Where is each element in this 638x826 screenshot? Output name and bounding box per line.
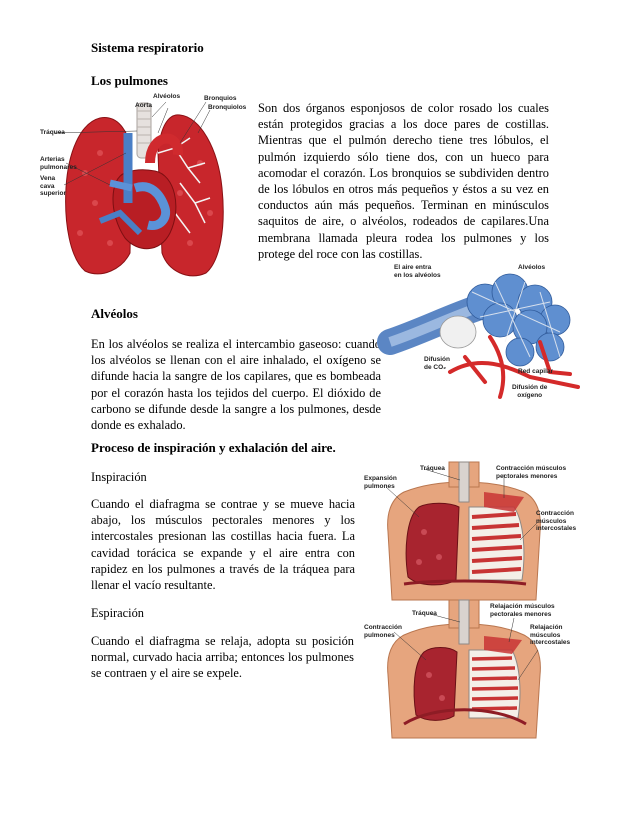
- espiracion-paragraph: Cuando el diafragma se relaja, adopta su posición normal, curvado hacia arriba; entonces los pulmones se contraen y el aire se expele.: [91, 634, 354, 681]
- section-heading-pulmones: Los pulmones: [91, 73, 168, 88]
- label-bronquiolos: Bronquiolos: [208, 104, 247, 111]
- label-contraccion-pulmones: Contracción pulmones: [364, 624, 402, 639]
- lungs-drawing: [40, 93, 248, 283]
- label-difusion-oxigeno: Difusión de oxígeno: [512, 384, 548, 399]
- label-vena-cava: Vena cava superior: [40, 175, 67, 197]
- inspiracion-paragraph: Cuando el diafragma se contrae y se mueve hacia abajo, los músculos pectorales menores y los intercostales presionan las costillas hacia fuera. La cavidad torácica se expande y el aire entra con rapidez en los pulmones a través de la tráquea para llenar el vacío resultante.: [91, 497, 355, 593]
- label-aorta: Aorta: [135, 102, 152, 109]
- label-traquea-esp: Tráquea: [412, 610, 437, 617]
- expiration-drawing: [364, 600, 564, 738]
- label-arterias: Arterias pulmonares: [40, 156, 77, 171]
- alveolos-paragraph: En los alvéolos se realiza el intercambio gaseoso: cuando los alvéolos se llenan con el aire inhalado, el oxígeno se difunde hacia la sangre de los capilares, que es bombeada por el corazón hasta los tejidos del cuerpo. El dióxido de carbono se difunde desde la sangre a los pulmones, desde donde es exhalado.: [91, 337, 381, 433]
- label-expansion-pulmones: Expansión pulmones: [364, 475, 397, 490]
- label-traquea-insp: Tráquea: [420, 465, 445, 472]
- label-alveolos-fig2: Alvéolos: [518, 264, 546, 271]
- inspiration-illustration: [364, 462, 577, 600]
- label-relajacion-pectorales: Relajación músculos pectorales menores: [490, 603, 555, 618]
- subheading-inspiracion: Inspiración: [91, 470, 147, 484]
- lungs-illustration: [40, 93, 248, 283]
- label-red-capilar: Red capilar: [518, 368, 554, 375]
- page-title: Sistema respiratorio: [91, 40, 204, 55]
- label-contraccion-intercostales: Contracción músculos intercostales: [536, 510, 577, 532]
- label-aire-entra: El aire entra en los alvéolos: [394, 264, 441, 279]
- section-heading-proceso: Proceso de inspiración y exhalación del aire.: [91, 440, 336, 455]
- label-relajacion-intercostales: Relajación músculos intercostales: [530, 624, 571, 646]
- section-heading-alveolos: Alvéolos: [91, 306, 138, 321]
- label-alveolos: Alvéolos: [153, 93, 181, 100]
- alveoli-illustration: [390, 262, 578, 407]
- label-bronquios: Bronquios: [204, 95, 237, 102]
- alveoli-drawing: [390, 262, 578, 407]
- label-difusion-co2: Difusión de CO₂: [424, 356, 450, 371]
- pulmones-paragraph: Son dos órganos esponjosos de color rosado los cuales están protegidos gracias a los doce pares de costillas. Mientras que el pulmón derecho tiene tres lóbulos, el pulmón izquierdo sólo tiene dos, con un hueco para acomodar el corazón. Los bronquios se subdividen dentro de los lóbulos en otros más pequeños y éstos a su vez en conductos aún más pequeños. Terminan en minúsculos saquitos de aire, o alvéolos, rodeados de capilares.Una membrana llamada pleura rodea los pulmones y los protege del roce con las costillas.: [258, 101, 549, 261]
- label-contraccion-pectorales: Contracción músculos pectorales menores: [496, 465, 567, 480]
- label-traquea: Tráquea: [40, 129, 65, 136]
- expiration-illustration: [364, 600, 571, 738]
- subheading-espiracion: Espiración: [91, 606, 144, 620]
